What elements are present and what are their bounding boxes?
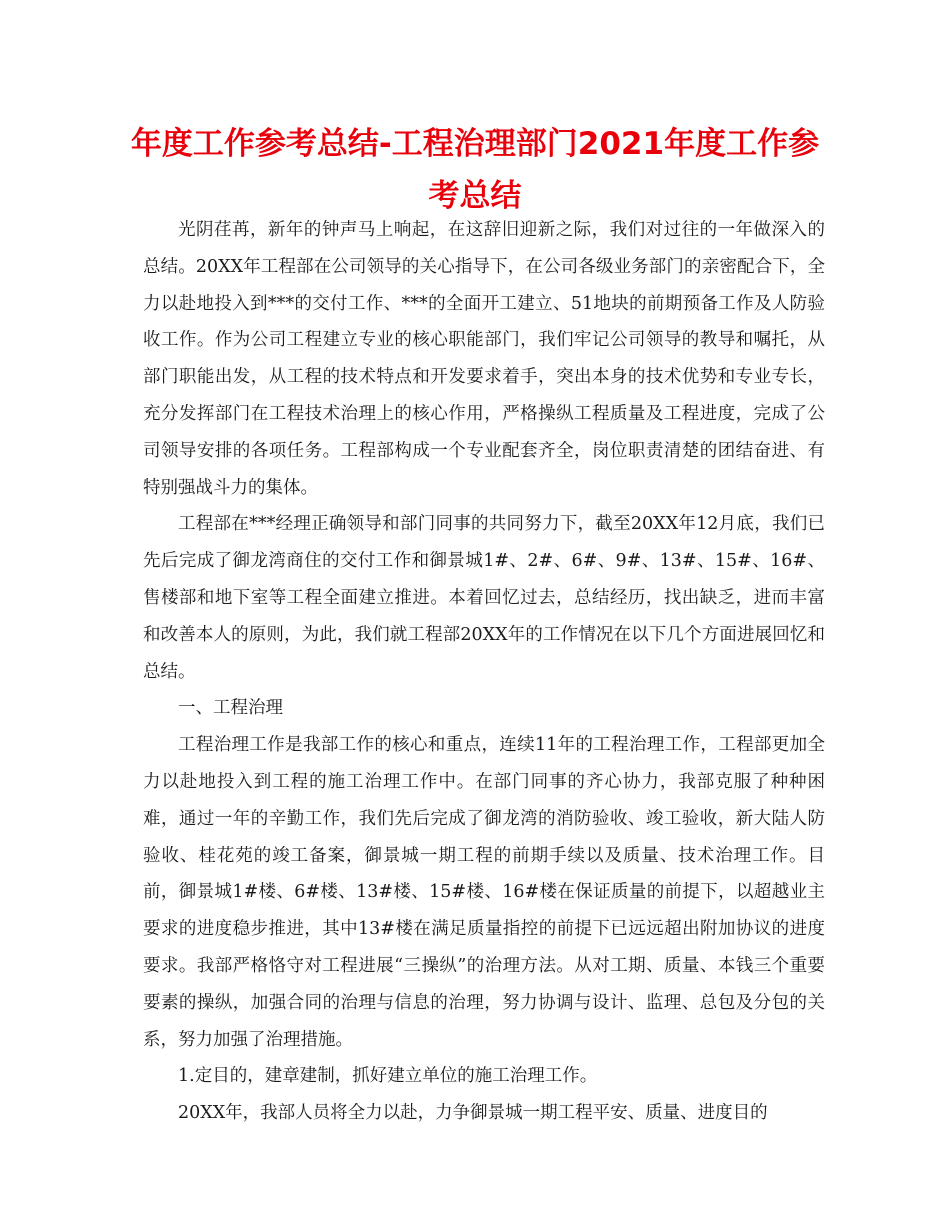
subsection-heading-1: 1.定目的，建章建制，抓好建立单位的施工治理工作。 xyxy=(178,1066,598,1087)
section-heading-project-management: 一、工程治理 xyxy=(178,698,283,719)
paragraph-progress: 工程部在***经理正确领导和部门同事的共同努力下，截至20XX年12月底，我们已先后完成了御龙湾商住的交付工作和御景城1#、2#、6#、9#、13#、15#、16#、售楼部和地下室等工程全面建立推进。本着回忆过去，总结经历，找出缺乏，进而丰富和改善本人的原则，为此，我们就工程部20XX年的工作情况在以下几个方面进展回忆和总结。 xyxy=(143,514,825,682)
document-body xyxy=(143,212,825,1132)
document-title: 年度工作参考总结-工程治理部门2021年度工作参考总结 xyxy=(130,126,820,214)
paragraph-project-management: 工程治理工作是我部工作的核心和重点，连续11年的工程治理工作，工程部更加全力以赴地投入到工程的施工治理工作中。在部门同事的齐心协力，我部克服了种种困难，通过一年的辛勤工作，我们先后完成了御龙湾的消防验收、竣工验收，新大陆人防验收、桂花苑的竣工备案，御景城一期工程的前期手续以及质量、技术治理工作。目前，御景城1#楼、6#楼、13#楼、15#楼、16#楼在保证质量的前提下，以超越业主要求的进度稳步推进，其中13#楼在满足质量指控的前提下已远远超出附加协议的进度要求。我部严格恪守对工程进展“三操纵”的治理方法。从对工期、质量、本钱三个重要要素的操纵，加强合同的治理与信息的治理，努力协调与设计、监理、总包及分包的关系，努力加强了治理措施。 xyxy=(143,735,825,1050)
paragraph-intro: 光阴荏苒，新年的钟声马上响起，在这辞旧迎新之际，我们对过往的一年做深入的总结。20XX年工程部在公司领导的关心指导下，在公司各级业务部门的亲密配合下，全力以赴地投入到***的交付工作、***的全面开工建立、51地块的前期预备工作及人防验收工作。作为公司工程建立专业的核心职能部门，我们牢记公司领导的教导和嘱托，从部门职能出发，从工程的技术特点和开发要求着手，突出本身的技术优势和专业专长，充分发挥部门在工程技术治理上的核心作用，严格操纵工程质量及工程进度，完成了公司领导安排的各项任务。工程部构成一个专业配套齐全，岗位职责清楚的团结奋进、有特别强战斗力的集体。 xyxy=(143,220,825,498)
paragraph-goals: 20XX年，我部人员将全力以赴，力争御景城一期工程平安、质量、进度目的 xyxy=(178,1103,768,1124)
